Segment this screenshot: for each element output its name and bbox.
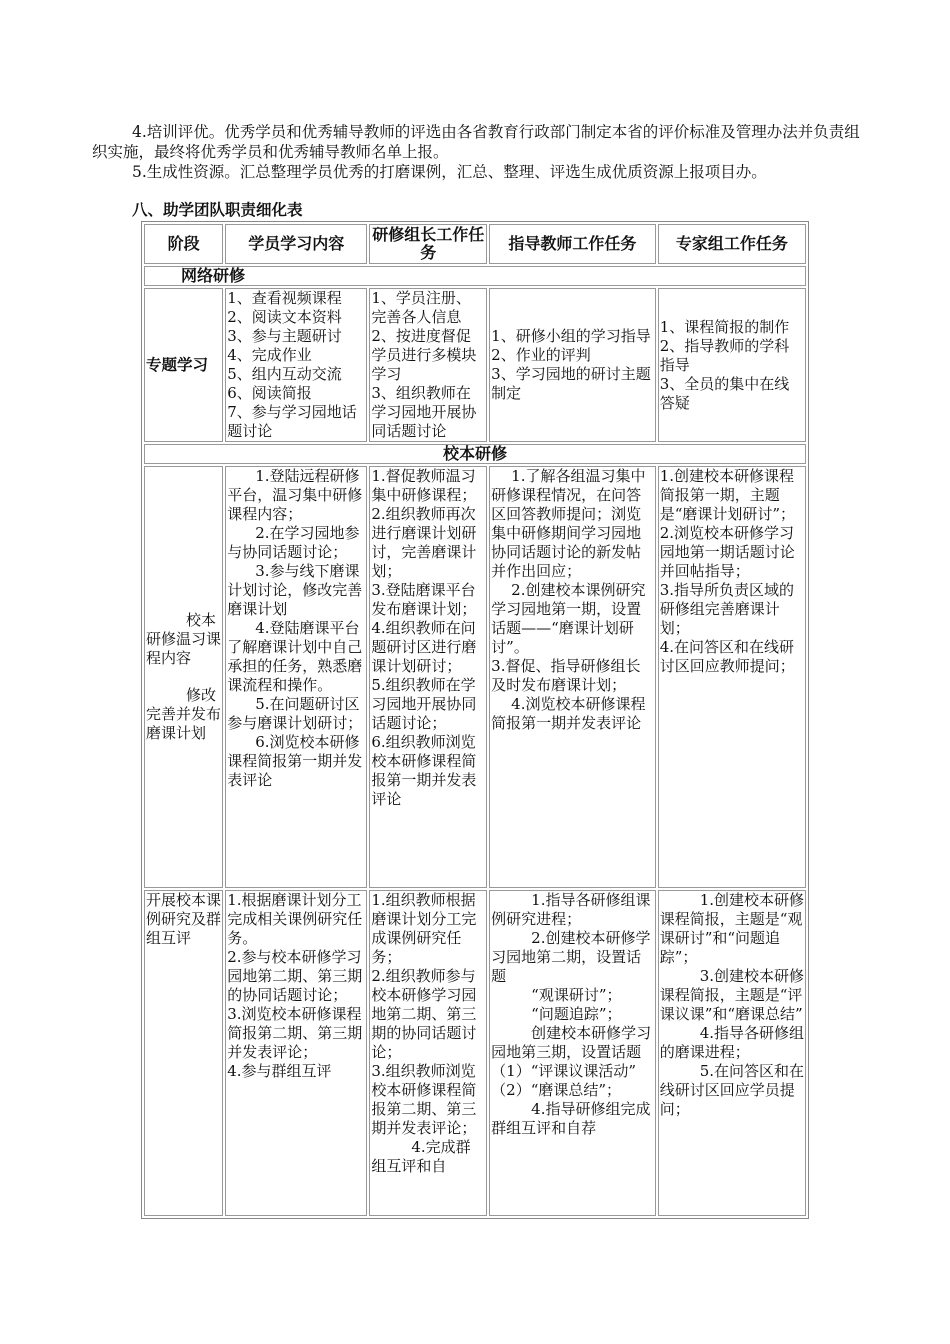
list-item: 1.根据磨课计划分工完成相关课例研究任务。 xyxy=(227,891,363,947)
list-item: 7、参与学习园地话题讨论 xyxy=(227,403,357,440)
list-item: 4.在问答区和在线研讨区回应教师提问； xyxy=(659,638,795,675)
student-cell xyxy=(225,288,367,442)
list-item: 4、完成作业 xyxy=(227,346,312,364)
list-item: 5.在问题研讨区参与磨课计划研讨； xyxy=(227,695,363,732)
list-item: 1.督促教师温习集中研修课程； xyxy=(371,467,477,504)
section-row-school xyxy=(144,444,806,464)
paragraph-text: 5.生成性资源。汇总整理学员优秀的打磨课例，汇总、整理、评选生成优质资源上报项目办。 xyxy=(132,163,767,181)
paragraph-training-award xyxy=(92,122,862,162)
list-item: 2.参与校本研修学习园地第二期、第三期的协同话题讨论； xyxy=(227,948,363,1004)
list-item: 2.组织教师再次进行磨课计划研讨，完善磨课计划； xyxy=(371,505,477,580)
list-item: 4.登陆磨课平台了解磨课计划中自己承担的任务，熟悉磨课流程和操作。 xyxy=(227,619,363,694)
list-item: 1.登陆远程研修平台，温习集中研修课程内容； xyxy=(227,467,363,523)
stage-line: 修改完善并发布磨课计划 xyxy=(146,686,222,742)
stage-cell xyxy=(144,466,223,888)
list-item: 1、学员注册、完善各人信息 xyxy=(371,289,471,326)
header-leader: 研修组长工作任务 xyxy=(369,224,487,264)
section-label-school: 校本研修 xyxy=(144,444,806,464)
list-item: 3.参与线下磨课计划讨论，修改完善磨课计划 xyxy=(227,562,363,618)
student-cell xyxy=(225,890,367,1216)
list-item: 1.指导各研修组课例研究进程； xyxy=(491,891,651,928)
list-item: 4.指导各研修组的磨课进程； xyxy=(659,1024,805,1061)
list-item: 1、课程简报的制作 xyxy=(659,317,790,336)
stage-cell: 开展校本课例研究及群组互评 xyxy=(144,890,223,1216)
list-item: 4.浏览校本研修课程简报第一期并发表评论 xyxy=(491,695,646,732)
paragraph-text: 4.培训评优。优秀学员和优秀辅导教师的评选由各省教育行政部门制定本省的评价标准及管理办法并负责组织实施，最终将优秀学员和优秀辅导教师名单上报。 xyxy=(92,123,860,161)
header-stage: 阶段 xyxy=(144,224,223,264)
header-teacher: 指导教师工作任务 xyxy=(489,224,656,264)
list-item: 创建校本研修学习园地第三期，设置话题 xyxy=(491,1024,652,1061)
list-item: 1.组织教师根据磨课计划分工完成课例研究任务； xyxy=(371,891,477,966)
list-item: 6、阅读简报 xyxy=(227,384,312,402)
list-item: 3、学习园地的研讨主题制定 xyxy=(491,365,651,402)
list-item: （1）“评课议课活动” xyxy=(491,1062,637,1080)
teacher-cell xyxy=(489,890,656,1216)
list-item: 1.了解各组温习集中研修课程情况，在问答区回答教师提问；浏览集中研修期间学习园地协同话题讨论的新发帖并作出回应； xyxy=(491,467,646,580)
list-item: 4.参与群组互评 xyxy=(227,1062,332,1080)
list-item: 2.浏览校本研修学习园地第一期话题讨论并回帖指导； xyxy=(659,524,795,580)
list-item: 2.在学习园地参与协同话题讨论； xyxy=(227,524,360,561)
expert-cell xyxy=(658,288,806,442)
list-item: 3.指导所负责区域的研修组完善磨课计划； xyxy=(659,581,795,637)
expert-cell xyxy=(658,890,806,1216)
list-item: 3、组织教师在学习园地开展协同话题讨论 xyxy=(371,384,477,440)
list-item: 2.创建校本研修学习园地第二期，设置话题 xyxy=(491,929,651,985)
section-heading: 八、助学团队职责细化表 xyxy=(132,201,303,219)
stage-line: 校本研修温习课程内容 xyxy=(146,611,222,667)
list-item: 4.指导研修组完成群组互评和自荐 xyxy=(491,1100,651,1137)
list-item: 5.组织教师在学习园地开展协同话题讨论； xyxy=(371,676,477,732)
student-cell xyxy=(225,466,367,888)
leader-cell xyxy=(369,466,487,888)
paragraph-generative-resources xyxy=(92,162,862,182)
list-item: 3、全员的集中在线答疑 xyxy=(659,374,790,412)
list-item: 2、作业的评判 xyxy=(491,346,591,364)
header-student: 学员学习内容 xyxy=(225,224,367,264)
list-item: 3、参与主题研讨 xyxy=(227,327,342,345)
teacher-cell xyxy=(489,288,656,442)
list-item: 2.组织教师参与校本研修学习园地第二期、第三期的协同话题讨论； xyxy=(371,967,477,1061)
list-item: 1.创建校本研修课程简报第一期，主题是“磨课计划研讨”； xyxy=(659,467,796,523)
table-header-row xyxy=(144,224,806,264)
list-item: 2、阅读文本资料 xyxy=(227,308,342,326)
list-item: 1、查看视频课程 xyxy=(227,289,342,307)
list-item: 3.督促、指导研修组长及时发布磨课计划； xyxy=(491,657,641,694)
stage-cell: 专题学习 xyxy=(144,288,223,442)
list-item: 1.创建校本研修课程简报，主题是“观课研讨”和“问题追踪”； xyxy=(659,891,805,966)
list-item: 3.浏览校本研修课程简报第二期、第三期并发表评论； xyxy=(227,1005,363,1061)
list-item: 2、按进度督促学员进行多模块学习 xyxy=(371,327,477,383)
list-item: “观课研讨”； xyxy=(531,986,622,1004)
list-item: 4.完成群组互评和自 xyxy=(371,1138,471,1175)
duty-table xyxy=(141,221,809,1219)
section-label-online: 网络研修 xyxy=(144,266,806,286)
list-item: 3.组织教师浏览校本研修课程简报第二期、第三期并发表评论； xyxy=(371,1062,477,1137)
list-item: 2.创建校本课例研究学习园地第一期，设置话题——“磨课计划研讨”。 xyxy=(491,581,646,656)
list-item: 6.组织教师浏览校本研修课程简报第一期并发表评论 xyxy=(371,733,477,808)
list-item: 4.组织教师在问题研讨区进行磨课计划研讨； xyxy=(371,619,477,675)
list-item: “问题追踪”； xyxy=(531,1005,622,1023)
table-row-case-study xyxy=(144,890,806,1216)
leader-cell xyxy=(369,288,487,442)
table-row-topic-study xyxy=(144,288,806,442)
list-item: 3.创建校本研修课程简报，主题是“评课议课”和“磨课总结” xyxy=(659,967,805,1023)
header-expert: 专家组工作任务 xyxy=(658,224,806,264)
list-item: 2、指导教师的学科指导 xyxy=(659,336,790,374)
section-row-online xyxy=(144,266,806,286)
leader-cell xyxy=(369,890,487,1216)
table-row-review-plan xyxy=(144,466,806,888)
list-item: 6.浏览校本研修课程简报第一期并发表评论 xyxy=(227,733,363,789)
list-item: 5.在问答区和在线研讨区回应学员提问； xyxy=(659,1062,805,1118)
expert-cell xyxy=(658,466,806,888)
list-item: 3.登陆磨课平台发布磨课计划； xyxy=(371,581,477,618)
list-item: 5、组内互动交流 xyxy=(227,365,342,383)
list-item: （2）“磨课总结”； xyxy=(491,1081,622,1099)
list-item: 1、研修小组的学习指导 xyxy=(491,327,651,345)
teacher-cell xyxy=(489,466,656,888)
